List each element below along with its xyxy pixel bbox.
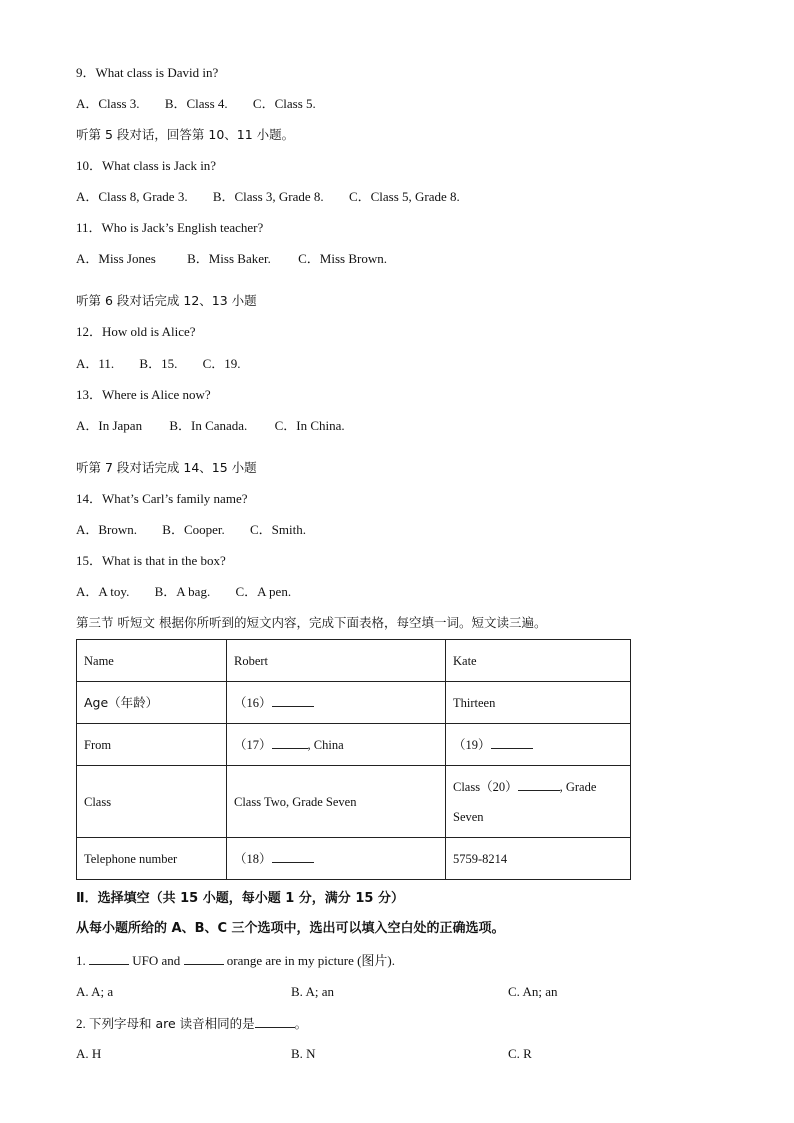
section-5-heading: 听第 5 段对话，回答第 10、11 小题。 xyxy=(76,127,295,142)
table-row xyxy=(77,640,631,682)
table-cell xyxy=(446,766,631,838)
question-text: 下列字母和 are 读音相同的是 xyxy=(89,1016,255,1031)
option-c: C．A pen. xyxy=(235,584,292,599)
table-cell: Class Two, Grade Seven xyxy=(227,766,446,838)
table-cell xyxy=(227,838,446,880)
option-b: B．A bag. xyxy=(154,584,211,599)
part2-question-2 xyxy=(76,1015,307,1032)
cell-suffix: , Grade xyxy=(559,779,597,794)
question-14: 14．What’s Carl’s family name? xyxy=(76,491,248,506)
section-7-heading: 听第 7 段对话完成 14、15 小题 xyxy=(76,460,257,475)
table-row xyxy=(77,682,631,724)
option-b: B. N xyxy=(291,1046,316,1061)
part-2-instruction: 从每小题所给的 A、B、C 三个选项中，选出可以填入空白处的正确选项。 xyxy=(76,921,505,936)
section-3-heading: 第三节 听短文 根据你所听到的短文内容，完成下面表格，每空填一词。短文读三遍。 xyxy=(76,615,547,630)
question-9: 9．What class is David in? xyxy=(76,65,219,80)
option-c: C. An; an xyxy=(508,984,558,999)
question-text: orange are in my picture (图片). xyxy=(226,953,395,968)
option-a: A. A; a xyxy=(76,984,114,999)
question-12-options xyxy=(76,356,241,372)
answer-blank-19 xyxy=(491,736,533,749)
table-cell: Class xyxy=(77,766,227,838)
answer-blank-18 xyxy=(272,850,314,863)
option-b: B．In Canada. xyxy=(169,418,248,433)
table-cell: Age（年龄） xyxy=(77,682,227,724)
table-cell xyxy=(227,682,446,724)
option-a: A．A toy. xyxy=(76,584,130,599)
option-c: C．Smith. xyxy=(250,522,307,537)
table-cell xyxy=(446,724,631,766)
option-a: A．Class 8, Grade 3. xyxy=(76,189,188,204)
listening-table xyxy=(76,639,631,880)
option-c: C．Miss Brown. xyxy=(298,251,387,266)
option-a: A．Class 3. xyxy=(76,96,140,111)
answer-blank xyxy=(184,952,224,965)
question-9-options xyxy=(76,96,316,112)
question-10: 10．What class is Jack in? xyxy=(76,158,217,173)
option-c: C．Class 5. xyxy=(252,96,316,111)
question-10-options xyxy=(76,189,460,205)
table-cell: 5759-8214 xyxy=(446,838,631,880)
question-number: 1. xyxy=(76,953,86,968)
question-15-options xyxy=(76,584,291,600)
question-12: 12．How old is Alice? xyxy=(76,324,196,339)
option-b: B．Cooper. xyxy=(162,522,225,537)
cell-suffix: , China xyxy=(307,737,344,752)
part2-question-1 xyxy=(76,952,395,969)
part-2-title: Ⅱ．选择填空（共 15 小题，每小题 1 分，满分 15 分） xyxy=(76,891,404,906)
question-number: 2. xyxy=(76,1016,86,1031)
option-b: B．15. xyxy=(139,356,178,371)
blank-label: （17） xyxy=(234,737,272,752)
option-a: A．11. xyxy=(76,356,115,371)
question-11: 11．Who is Jack’s English teacher? xyxy=(76,220,264,235)
answer-blank-16 xyxy=(272,694,314,707)
blank-label: （19） xyxy=(453,737,491,752)
section-6-heading: 听第 6 段对话完成 12、13 小题 xyxy=(76,293,257,308)
answer-blank-17 xyxy=(272,736,308,749)
table-row xyxy=(77,766,631,838)
option-a: A. H xyxy=(76,1046,102,1061)
question-end: 。 xyxy=(294,1016,308,1031)
option-c: C．19. xyxy=(202,356,241,371)
option-b: B．Class 4. xyxy=(164,96,228,111)
option-a: A．Miss Jones xyxy=(76,251,156,266)
table-cell: Telephone number xyxy=(77,838,227,880)
answer-blank xyxy=(255,1015,295,1028)
table-cell: Kate xyxy=(446,640,631,682)
option-b: B. A; an xyxy=(291,984,334,999)
blank-label: Class（20） xyxy=(453,779,518,794)
option-a: A．Brown. xyxy=(76,522,138,537)
cell-line-1 xyxy=(453,772,623,802)
question-11-options xyxy=(76,251,387,267)
table-cell: From xyxy=(77,724,227,766)
answer-blank xyxy=(89,952,129,965)
question-15: 15．What is that in the box? xyxy=(76,553,226,568)
option-c: C. R xyxy=(508,1046,532,1061)
option-c: C．In China. xyxy=(274,418,345,433)
option-b: B．Miss Baker. xyxy=(187,251,271,266)
question-text: UFO and xyxy=(132,953,181,968)
table-cell: Name xyxy=(77,640,227,682)
option-a: A．In Japan xyxy=(76,418,143,433)
question-13-options xyxy=(76,418,345,434)
answer-blank-20 xyxy=(518,778,560,791)
question-13: 13．Where is Alice now? xyxy=(76,387,211,402)
blank-label: （16） xyxy=(234,695,272,710)
blank-label: （18） xyxy=(234,851,272,866)
table-cell: Thirteen xyxy=(446,682,631,724)
table-cell: Robert xyxy=(227,640,446,682)
cell-line-2: Seven xyxy=(453,809,484,824)
table-row xyxy=(77,838,631,880)
option-c: C．Class 5, Grade 8. xyxy=(348,189,460,204)
table-cell xyxy=(227,724,446,766)
option-b: B．Class 3, Grade 8. xyxy=(212,189,324,204)
question-14-options xyxy=(76,522,306,538)
table-row xyxy=(77,724,631,766)
